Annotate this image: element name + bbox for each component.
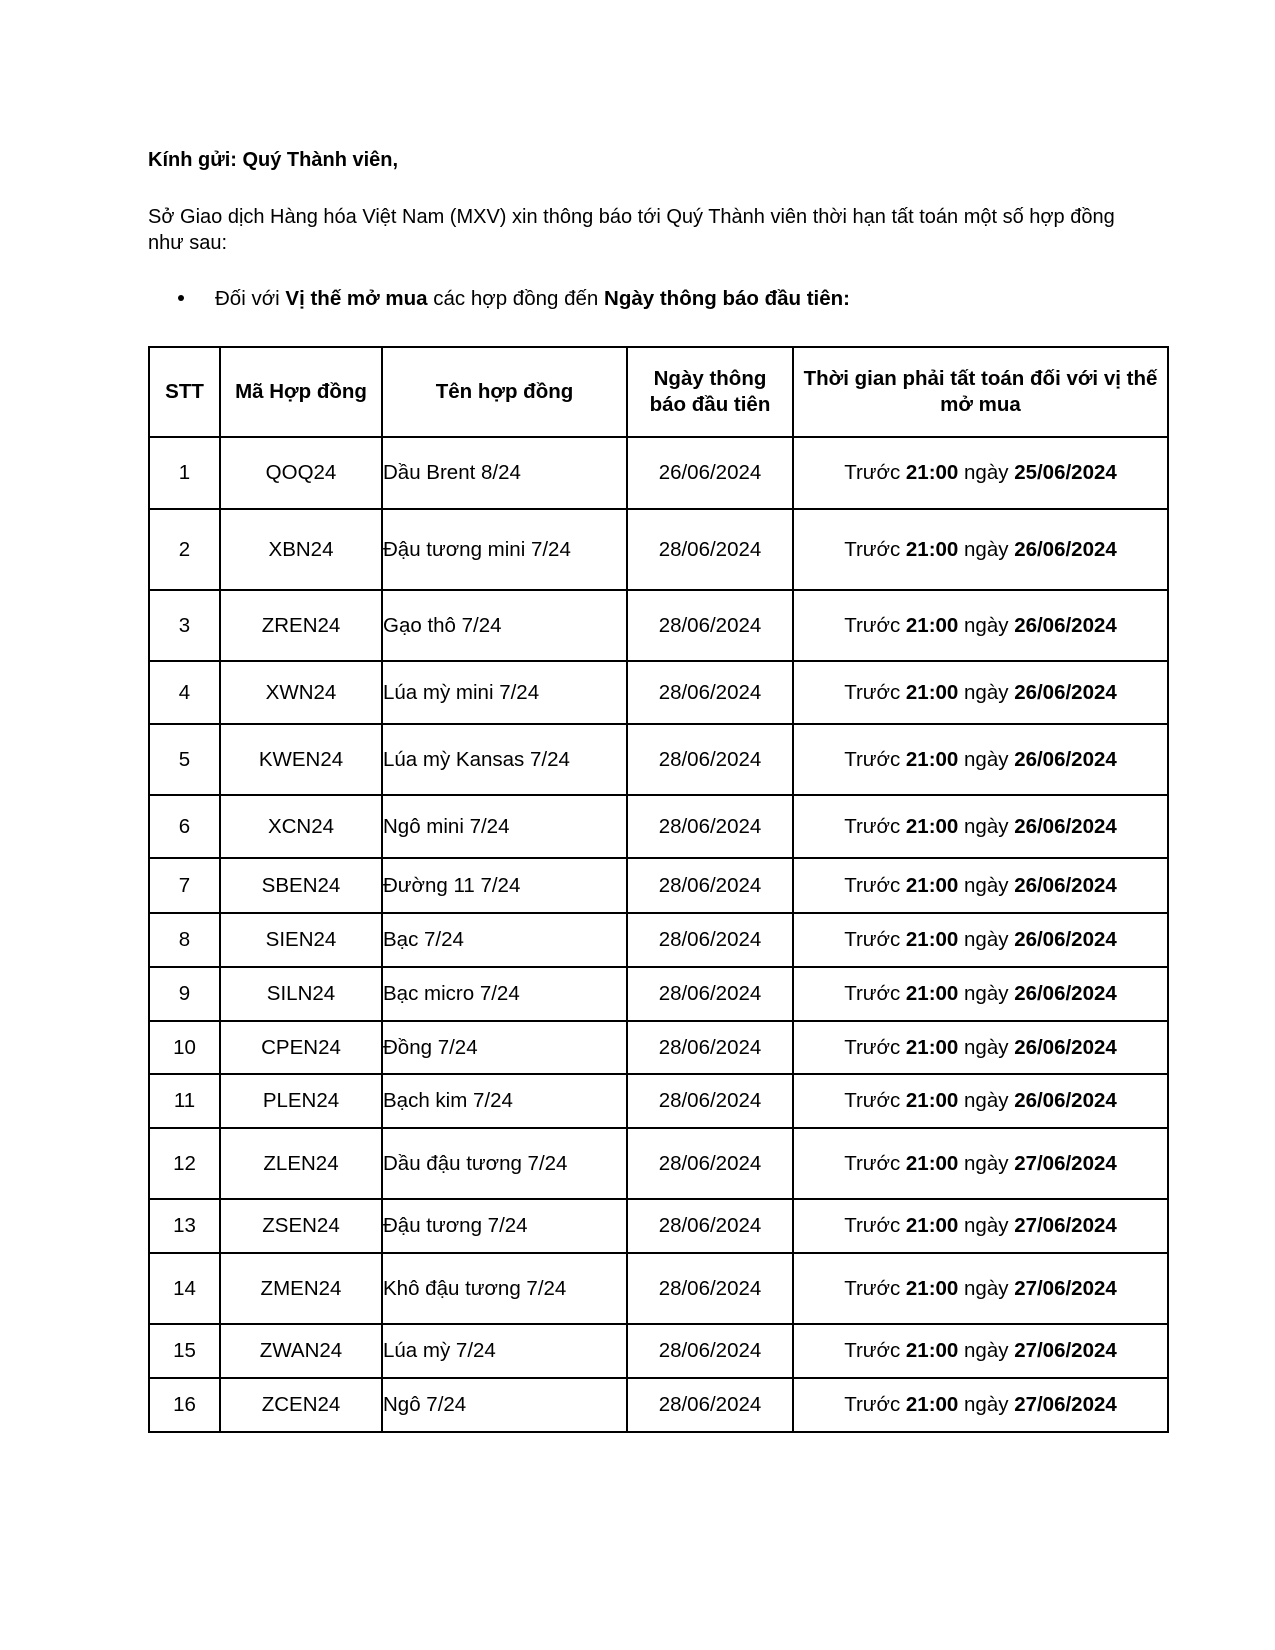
deadline-middle: ngày bbox=[958, 461, 1015, 484]
deadline-prefix: Trước bbox=[844, 1151, 906, 1175]
deadline-date: 26/06/2024 bbox=[1014, 982, 1117, 1005]
cell-name: Đậu tương mini 7/24 bbox=[382, 509, 627, 590]
cell-first-notice: 28/06/2024 bbox=[627, 795, 793, 858]
deadline-time: 21:00 bbox=[905, 1214, 959, 1237]
deadline-date: 26/06/2024 bbox=[1014, 1089, 1117, 1112]
deadline-middle: ngày bbox=[958, 873, 1015, 897]
cell-name: Lúa mỳ mini 7/24 bbox=[382, 661, 627, 724]
deadline-middle: ngày bbox=[958, 1089, 1015, 1112]
deadline-date: 27/06/2024 bbox=[1014, 1339, 1117, 1362]
deadline-date: 27/06/2024 bbox=[1014, 1151, 1117, 1175]
cell-stt: 6 bbox=[149, 795, 220, 858]
cell-deadline bbox=[793, 967, 1168, 1021]
cell-name: Đường 11 7/24 bbox=[382, 858, 627, 913]
deadline-middle: ngày bbox=[958, 928, 1015, 951]
cell-name: Đậu tương 7/24 bbox=[382, 1199, 627, 1253]
table-body bbox=[149, 437, 1168, 1432]
deadline-middle: ngày bbox=[958, 1214, 1015, 1237]
table-row bbox=[149, 1128, 1168, 1199]
deadline-time: 21:00 bbox=[905, 461, 959, 484]
deadline-time: 21:00 bbox=[905, 1276, 959, 1300]
header-code: Mã Hợp đồng bbox=[220, 347, 382, 437]
cell-code: ZMEN24 bbox=[220, 1253, 382, 1324]
cell-deadline bbox=[793, 1074, 1168, 1128]
table-row bbox=[149, 1074, 1168, 1128]
deadline-date: 26/06/2024 bbox=[1014, 814, 1117, 838]
deadline-time: 21:00 bbox=[905, 747, 959, 771]
cell-code: ZLEN24 bbox=[220, 1128, 382, 1199]
deadline-date: 26/06/2024 bbox=[1014, 873, 1117, 897]
deadline-prefix: Trước bbox=[844, 1393, 906, 1416]
deadline-middle: ngày bbox=[958, 1276, 1015, 1300]
cell-stt: 3 bbox=[149, 590, 220, 661]
cell-name: Lúa mỳ Kansas 7/24 bbox=[382, 724, 627, 795]
deadline-time: 21:00 bbox=[905, 1035, 959, 1059]
cell-code: ZWAN24 bbox=[220, 1324, 382, 1378]
deadline-prefix: Trước bbox=[844, 1276, 906, 1300]
cell-code: XCN24 bbox=[220, 795, 382, 858]
table-row bbox=[149, 795, 1168, 858]
deadline-prefix: Trước bbox=[844, 680, 906, 704]
cell-first-notice: 28/06/2024 bbox=[627, 661, 793, 724]
deadline-middle: ngày bbox=[958, 982, 1015, 1005]
bullet-text-1: Đối với bbox=[215, 287, 286, 310]
header-deadline: Thời gian phải tất toán đối với vị thế mở mua bbox=[793, 347, 1168, 437]
deadline-prefix: Trước bbox=[844, 613, 906, 637]
deadline-time: 21:00 bbox=[905, 928, 959, 951]
bullet-text-2: Vị thế mở mua bbox=[285, 287, 428, 310]
intro-paragraph: Sở Giao dịch Hàng hóa Việt Nam (MXV) xin thông báo tới Quý Thành viên thời hạn tất toán một số hợp đồng như sau: bbox=[148, 206, 1115, 254]
cell-code: SBEN24 bbox=[220, 858, 382, 913]
deadline-time: 21:00 bbox=[905, 873, 959, 897]
cell-code: XBN24 bbox=[220, 509, 382, 590]
cell-stt: 14 bbox=[149, 1253, 220, 1324]
cell-code: XWN24 bbox=[220, 661, 382, 724]
cell-first-notice: 28/06/2024 bbox=[627, 1324, 793, 1378]
cell-name: Gạo thô 7/24 bbox=[382, 590, 627, 661]
deadline-prefix: Trước bbox=[844, 873, 906, 897]
deadline-middle: ngày bbox=[958, 747, 1015, 771]
table-row bbox=[149, 858, 1168, 913]
deadline-date: 26/06/2024 bbox=[1014, 928, 1117, 951]
deadline-date: 26/06/2024 bbox=[1014, 747, 1117, 771]
cell-deadline bbox=[793, 795, 1168, 858]
cell-first-notice: 28/06/2024 bbox=[627, 1128, 793, 1199]
cell-name: Dầu Brent 8/24 bbox=[382, 437, 627, 509]
header-name: Tên hợp đồng bbox=[382, 347, 627, 437]
cell-code: ZSEN24 bbox=[220, 1199, 382, 1253]
cell-name: Bạc micro 7/24 bbox=[382, 967, 627, 1021]
cell-stt: 4 bbox=[149, 661, 220, 724]
cell-name: Bạch kim 7/24 bbox=[382, 1074, 627, 1128]
cell-first-notice: 28/06/2024 bbox=[627, 967, 793, 1021]
cell-deadline bbox=[793, 509, 1168, 590]
deadline-prefix: Trước bbox=[844, 1339, 906, 1362]
deadline-prefix: Trước bbox=[844, 814, 906, 838]
cell-deadline bbox=[793, 913, 1168, 967]
cell-stt: 13 bbox=[149, 1199, 220, 1253]
cell-stt: 7 bbox=[149, 858, 220, 913]
cell-stt: 5 bbox=[149, 724, 220, 795]
contracts-table bbox=[148, 346, 1169, 1433]
cell-deadline bbox=[793, 1021, 1168, 1074]
cell-deadline bbox=[793, 1378, 1168, 1432]
cell-first-notice: 28/06/2024 bbox=[627, 1199, 793, 1253]
deadline-time: 21:00 bbox=[905, 1393, 959, 1416]
deadline-middle: ngày bbox=[958, 1339, 1015, 1362]
deadline-middle: ngày bbox=[958, 1151, 1015, 1175]
cell-deadline bbox=[793, 661, 1168, 724]
cell-stt: 15 bbox=[149, 1324, 220, 1378]
cell-deadline bbox=[793, 1253, 1168, 1324]
cell-code: KWEN24 bbox=[220, 724, 382, 795]
table-row bbox=[149, 509, 1168, 590]
cell-stt: 9 bbox=[149, 967, 220, 1021]
cell-name: Đồng 7/24 bbox=[382, 1021, 627, 1074]
cell-first-notice: 28/06/2024 bbox=[627, 1378, 793, 1432]
bullet-text-4: Ngày thông báo đầu tiên: bbox=[604, 287, 851, 310]
cell-deadline bbox=[793, 590, 1168, 661]
deadline-time: 21:00 bbox=[905, 1089, 959, 1112]
deadline-date: 26/06/2024 bbox=[1014, 680, 1117, 704]
cell-deadline bbox=[793, 1324, 1168, 1378]
cell-name: Ngô 7/24 bbox=[382, 1378, 627, 1432]
deadline-date: 26/06/2024 bbox=[1014, 613, 1117, 637]
cell-code: PLEN24 bbox=[220, 1074, 382, 1128]
deadline-date: 27/06/2024 bbox=[1014, 1214, 1117, 1237]
cell-stt: 12 bbox=[149, 1128, 220, 1199]
table-row bbox=[149, 1253, 1168, 1324]
deadline-time: 21:00 bbox=[905, 613, 959, 637]
cell-code: CPEN24 bbox=[220, 1021, 382, 1074]
cell-name: Ngô mini 7/24 bbox=[382, 795, 627, 858]
deadline-middle: ngày bbox=[958, 1393, 1015, 1416]
cell-first-notice: 28/06/2024 bbox=[627, 1253, 793, 1324]
deadline-middle: ngày bbox=[958, 1035, 1015, 1059]
table-row bbox=[149, 661, 1168, 724]
cell-name: Bạc 7/24 bbox=[382, 913, 627, 967]
cell-code: SIEN24 bbox=[220, 913, 382, 967]
cell-deadline bbox=[793, 1199, 1168, 1253]
deadline-prefix: Trước bbox=[844, 1214, 906, 1237]
greeting: Kính gửi: Quý Thành viên, bbox=[148, 149, 399, 171]
cell-code: ZREN24 bbox=[220, 590, 382, 661]
cell-first-notice: 28/06/2024 bbox=[627, 590, 793, 661]
deadline-time: 21:00 bbox=[905, 814, 959, 838]
deadline-time: 21:00 bbox=[905, 1151, 959, 1175]
table-row bbox=[149, 724, 1168, 795]
deadline-date: 25/06/2024 bbox=[1014, 461, 1117, 484]
cell-first-notice: 28/06/2024 bbox=[627, 724, 793, 795]
cell-stt: 11 bbox=[149, 1074, 220, 1128]
header-stt: STT bbox=[149, 347, 220, 437]
table-row bbox=[149, 1378, 1168, 1432]
deadline-prefix: Trước bbox=[844, 1035, 906, 1059]
cell-first-notice: 28/06/2024 bbox=[627, 509, 793, 590]
deadline-prefix: Trước bbox=[844, 1089, 906, 1112]
deadline-date: 26/06/2024 bbox=[1014, 1035, 1117, 1059]
cell-deadline bbox=[793, 1128, 1168, 1199]
deadline-time: 21:00 bbox=[905, 537, 959, 561]
cell-first-notice: 28/06/2024 bbox=[627, 1021, 793, 1074]
table-row bbox=[149, 590, 1168, 661]
deadline-prefix: Trước bbox=[844, 747, 906, 771]
cell-deadline bbox=[793, 724, 1168, 795]
deadline-prefix: Trước bbox=[844, 461, 906, 484]
cell-name: Lúa mỳ 7/24 bbox=[382, 1324, 627, 1378]
deadline-date: 27/06/2024 bbox=[1014, 1276, 1117, 1300]
cell-name: Khô đậu tương 7/24 bbox=[382, 1253, 627, 1324]
deadline-time: 21:00 bbox=[905, 982, 959, 1005]
bullet-item bbox=[178, 286, 850, 312]
cell-name: Dầu đậu tương 7/24 bbox=[382, 1128, 627, 1199]
deadline-prefix: Trước bbox=[844, 982, 906, 1005]
cell-deadline bbox=[793, 437, 1168, 509]
table-row bbox=[149, 913, 1168, 967]
cell-stt: 16 bbox=[149, 1378, 220, 1432]
cell-stt: 8 bbox=[149, 913, 220, 967]
table-header-row bbox=[149, 347, 1168, 437]
header-first-notice: Ngày thông báo đầu tiên bbox=[627, 347, 793, 437]
deadline-time: 21:00 bbox=[905, 680, 959, 704]
cell-stt: 2 bbox=[149, 509, 220, 590]
deadline-middle: ngày bbox=[958, 814, 1015, 838]
deadline-date: 27/06/2024 bbox=[1014, 1393, 1117, 1416]
deadline-middle: ngày bbox=[958, 537, 1015, 561]
deadline-time: 21:00 bbox=[905, 1339, 959, 1362]
table-row bbox=[149, 1199, 1168, 1253]
table-row bbox=[149, 967, 1168, 1021]
cell-deadline bbox=[793, 858, 1168, 913]
cell-stt: 10 bbox=[149, 1021, 220, 1074]
cell-first-notice: 26/06/2024 bbox=[627, 437, 793, 509]
deadline-prefix: Trước bbox=[844, 928, 906, 951]
table-row bbox=[149, 1021, 1168, 1074]
cell-code: SILN24 bbox=[220, 967, 382, 1021]
bullet-icon bbox=[178, 295, 184, 301]
deadline-prefix: Trước bbox=[844, 537, 906, 561]
cell-stt: 1 bbox=[149, 437, 220, 509]
bullet-text-3: các hợp đồng đến bbox=[427, 287, 605, 310]
cell-first-notice: 28/06/2024 bbox=[627, 1074, 793, 1128]
deadline-middle: ngày bbox=[958, 680, 1015, 704]
table-row bbox=[149, 437, 1168, 509]
cell-code: ZCEN24 bbox=[220, 1378, 382, 1432]
cell-first-notice: 28/06/2024 bbox=[627, 858, 793, 913]
deadline-middle: ngày bbox=[958, 613, 1015, 637]
table-row bbox=[149, 1324, 1168, 1378]
cell-code: QOQ24 bbox=[220, 437, 382, 509]
cell-first-notice: 28/06/2024 bbox=[627, 913, 793, 967]
deadline-date: 26/06/2024 bbox=[1014, 537, 1117, 561]
